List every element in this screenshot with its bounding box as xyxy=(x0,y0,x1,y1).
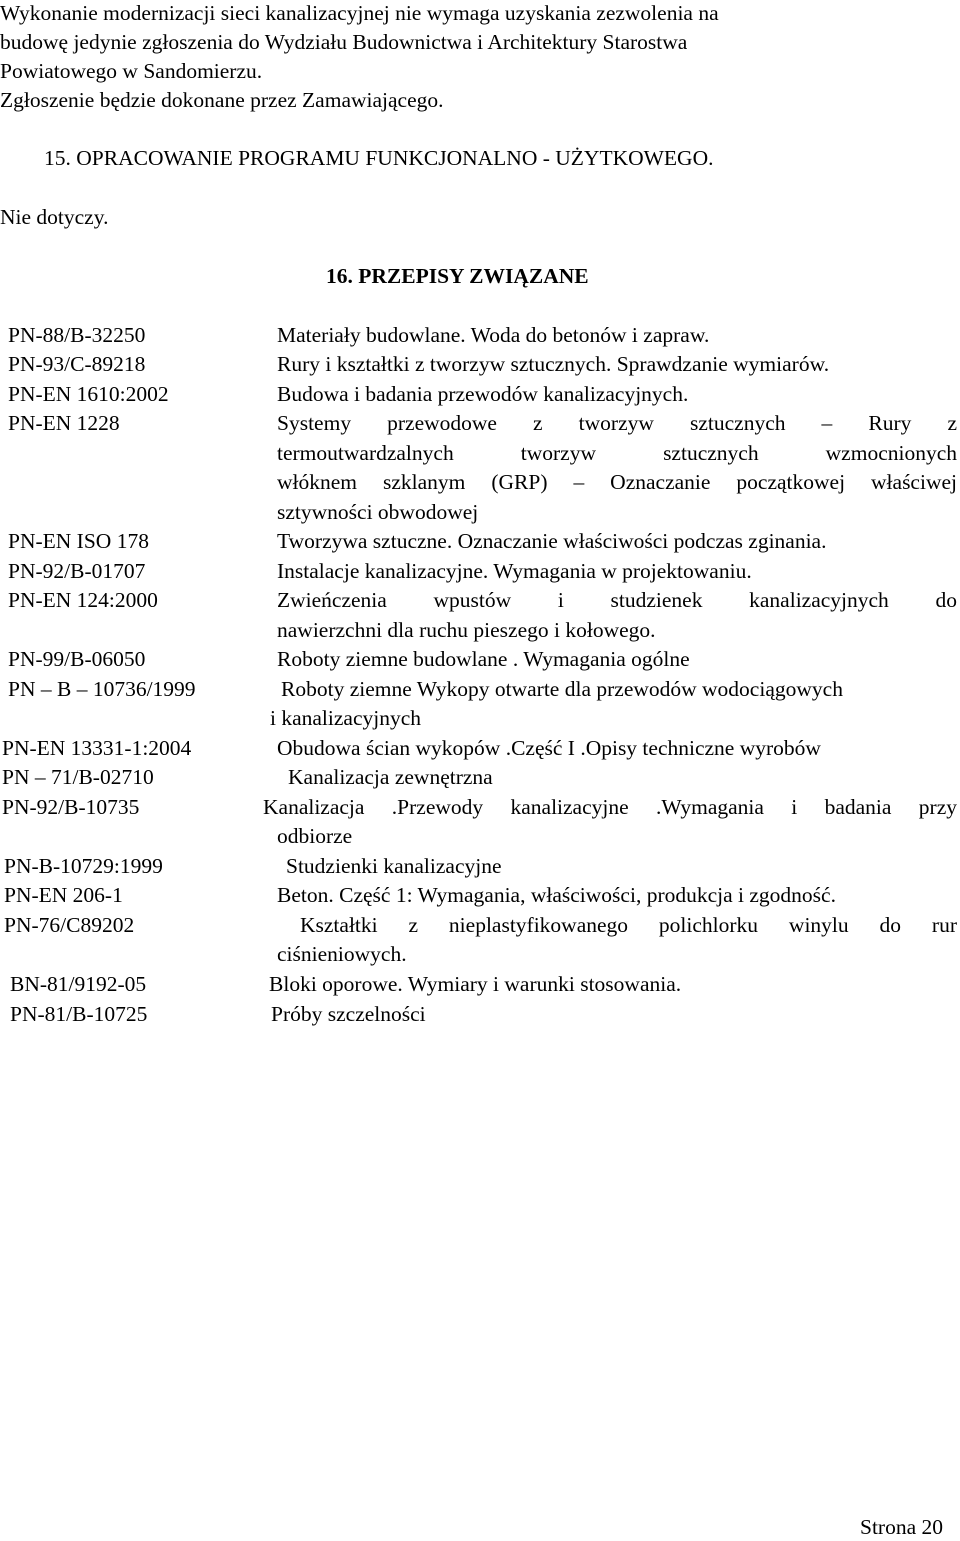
standard-description: Zwieńczenia wpustów i studzienek kanalizacyjnych do xyxy=(277,588,957,612)
standard-description-cont: sztywności obwodowej xyxy=(277,500,479,524)
standard-code: PN-EN 1228 xyxy=(8,411,120,435)
standard-description: Roboty ziemne budowlane . Wymagania ogólne xyxy=(277,647,690,671)
standard-description: Próby szczelności xyxy=(271,1002,426,1026)
section-16-heading: 16. PRZEPISY ZWIĄZANE xyxy=(326,264,589,288)
section-15-body: Nie dotyczy. xyxy=(0,205,109,229)
standard-description: Systemy przewodowe z tworzyw sztucznych – Rury z xyxy=(277,411,957,435)
intro-line-4: Zgłoszenie będzie dokonane przez Zamawiającego. xyxy=(0,88,444,112)
standard-description: Obudowa ścian wykopów .Część I .Opisy techniczne wyrobów xyxy=(277,736,821,760)
intro-line-1: Wykonanie modernizacji sieci kanalizacyjnej nie wymaga uzyskania zezwolenia na xyxy=(0,1,719,25)
standard-code: PN – B – 10736/1999 xyxy=(8,677,196,701)
standard-description: Beton. Część 1: Wymagania, właściwości, produkcja i zgodność. xyxy=(277,883,836,907)
standard-description: Bloki oporowe. Wymiary i warunki stosowania. xyxy=(269,972,682,996)
standard-code: PN-B-10729:1999 xyxy=(4,854,163,878)
section-15-heading: 15. OPRACOWANIE PROGRAMU FUNKCJONALNO - UŻYTKOWEGO. xyxy=(44,146,714,170)
standard-code: PN-93/C-89218 xyxy=(8,352,146,376)
standard-code: PN-EN ISO 178 xyxy=(8,529,149,553)
standard-code: PN-92/B-01707 xyxy=(8,559,146,583)
standard-code: PN-EN 1610:2002 xyxy=(8,382,169,406)
standard-code: PN-81/B-10725 xyxy=(10,1002,148,1026)
standard-code: PN-76/C89202 xyxy=(4,913,135,937)
standard-description: Kształtki z nieplastyfikowanego polichlorku winylu do rur xyxy=(300,913,957,937)
standard-description: Kanalizacja zewnętrzna xyxy=(288,765,493,789)
standard-code: BN-81/9192-05 xyxy=(10,972,147,996)
standard-code: PN-92/B-10735 xyxy=(2,795,140,819)
standard-description: Rury i kształtki z tworzyw sztucznych. Sprawdzanie wymiarów. xyxy=(277,352,830,376)
standard-description: Kanalizacja .Przewody kanalizacyjne .Wymagania i badania przy xyxy=(263,795,957,819)
standard-code: PN-EN 206-1 xyxy=(4,883,123,907)
standard-description-cont: ciśnieniowych. xyxy=(277,942,407,966)
standard-description: Studzienki kanalizacyjne xyxy=(286,854,502,878)
standard-code: PN – 71/B-02710 xyxy=(2,765,154,789)
standard-description-cont: i kanalizacyjnych xyxy=(270,706,422,730)
standard-code: PN-88/B-32250 xyxy=(8,323,146,347)
page-number: Strona 20 xyxy=(860,1515,944,1539)
standard-code: PN-EN 124:2000 xyxy=(8,588,158,612)
standard-description: Budowa i badania przewodów kanalizacyjnych. xyxy=(277,382,689,406)
standard-description-cont: włóknem szklanym (GRP) – Oznaczanie początkowej właściwej xyxy=(277,470,957,494)
standard-description: Roboty ziemne Wykopy otwarte dla przewodów wodociągowych xyxy=(281,677,843,701)
intro-line-3: Powiatowego w Sandomierzu. xyxy=(0,59,263,83)
standard-description: Tworzywa sztuczne. Oznaczanie właściwości podczas zginania. xyxy=(277,529,827,553)
intro-line-2: budowę jedynie zgłoszenia do Wydziału Budownictwa i Architektury Starostwa xyxy=(0,30,688,54)
standard-code: PN-EN 13331-1:2004 xyxy=(2,736,192,760)
standard-description-cont: nawierzchni dla ruchu pieszego i kołowego. xyxy=(277,618,656,642)
standard-description-cont: odbiorze xyxy=(277,824,353,848)
standard-description-cont: termoutwardzalnych tworzyw sztucznych wzmocnionych xyxy=(277,441,957,465)
standard-description: Materiały budowlane. Woda do betonów i zapraw. xyxy=(277,323,710,347)
standard-code: PN-99/B-06050 xyxy=(8,647,146,671)
standard-description: Instalacje kanalizacyjne. Wymagania w projektowaniu. xyxy=(277,559,752,583)
